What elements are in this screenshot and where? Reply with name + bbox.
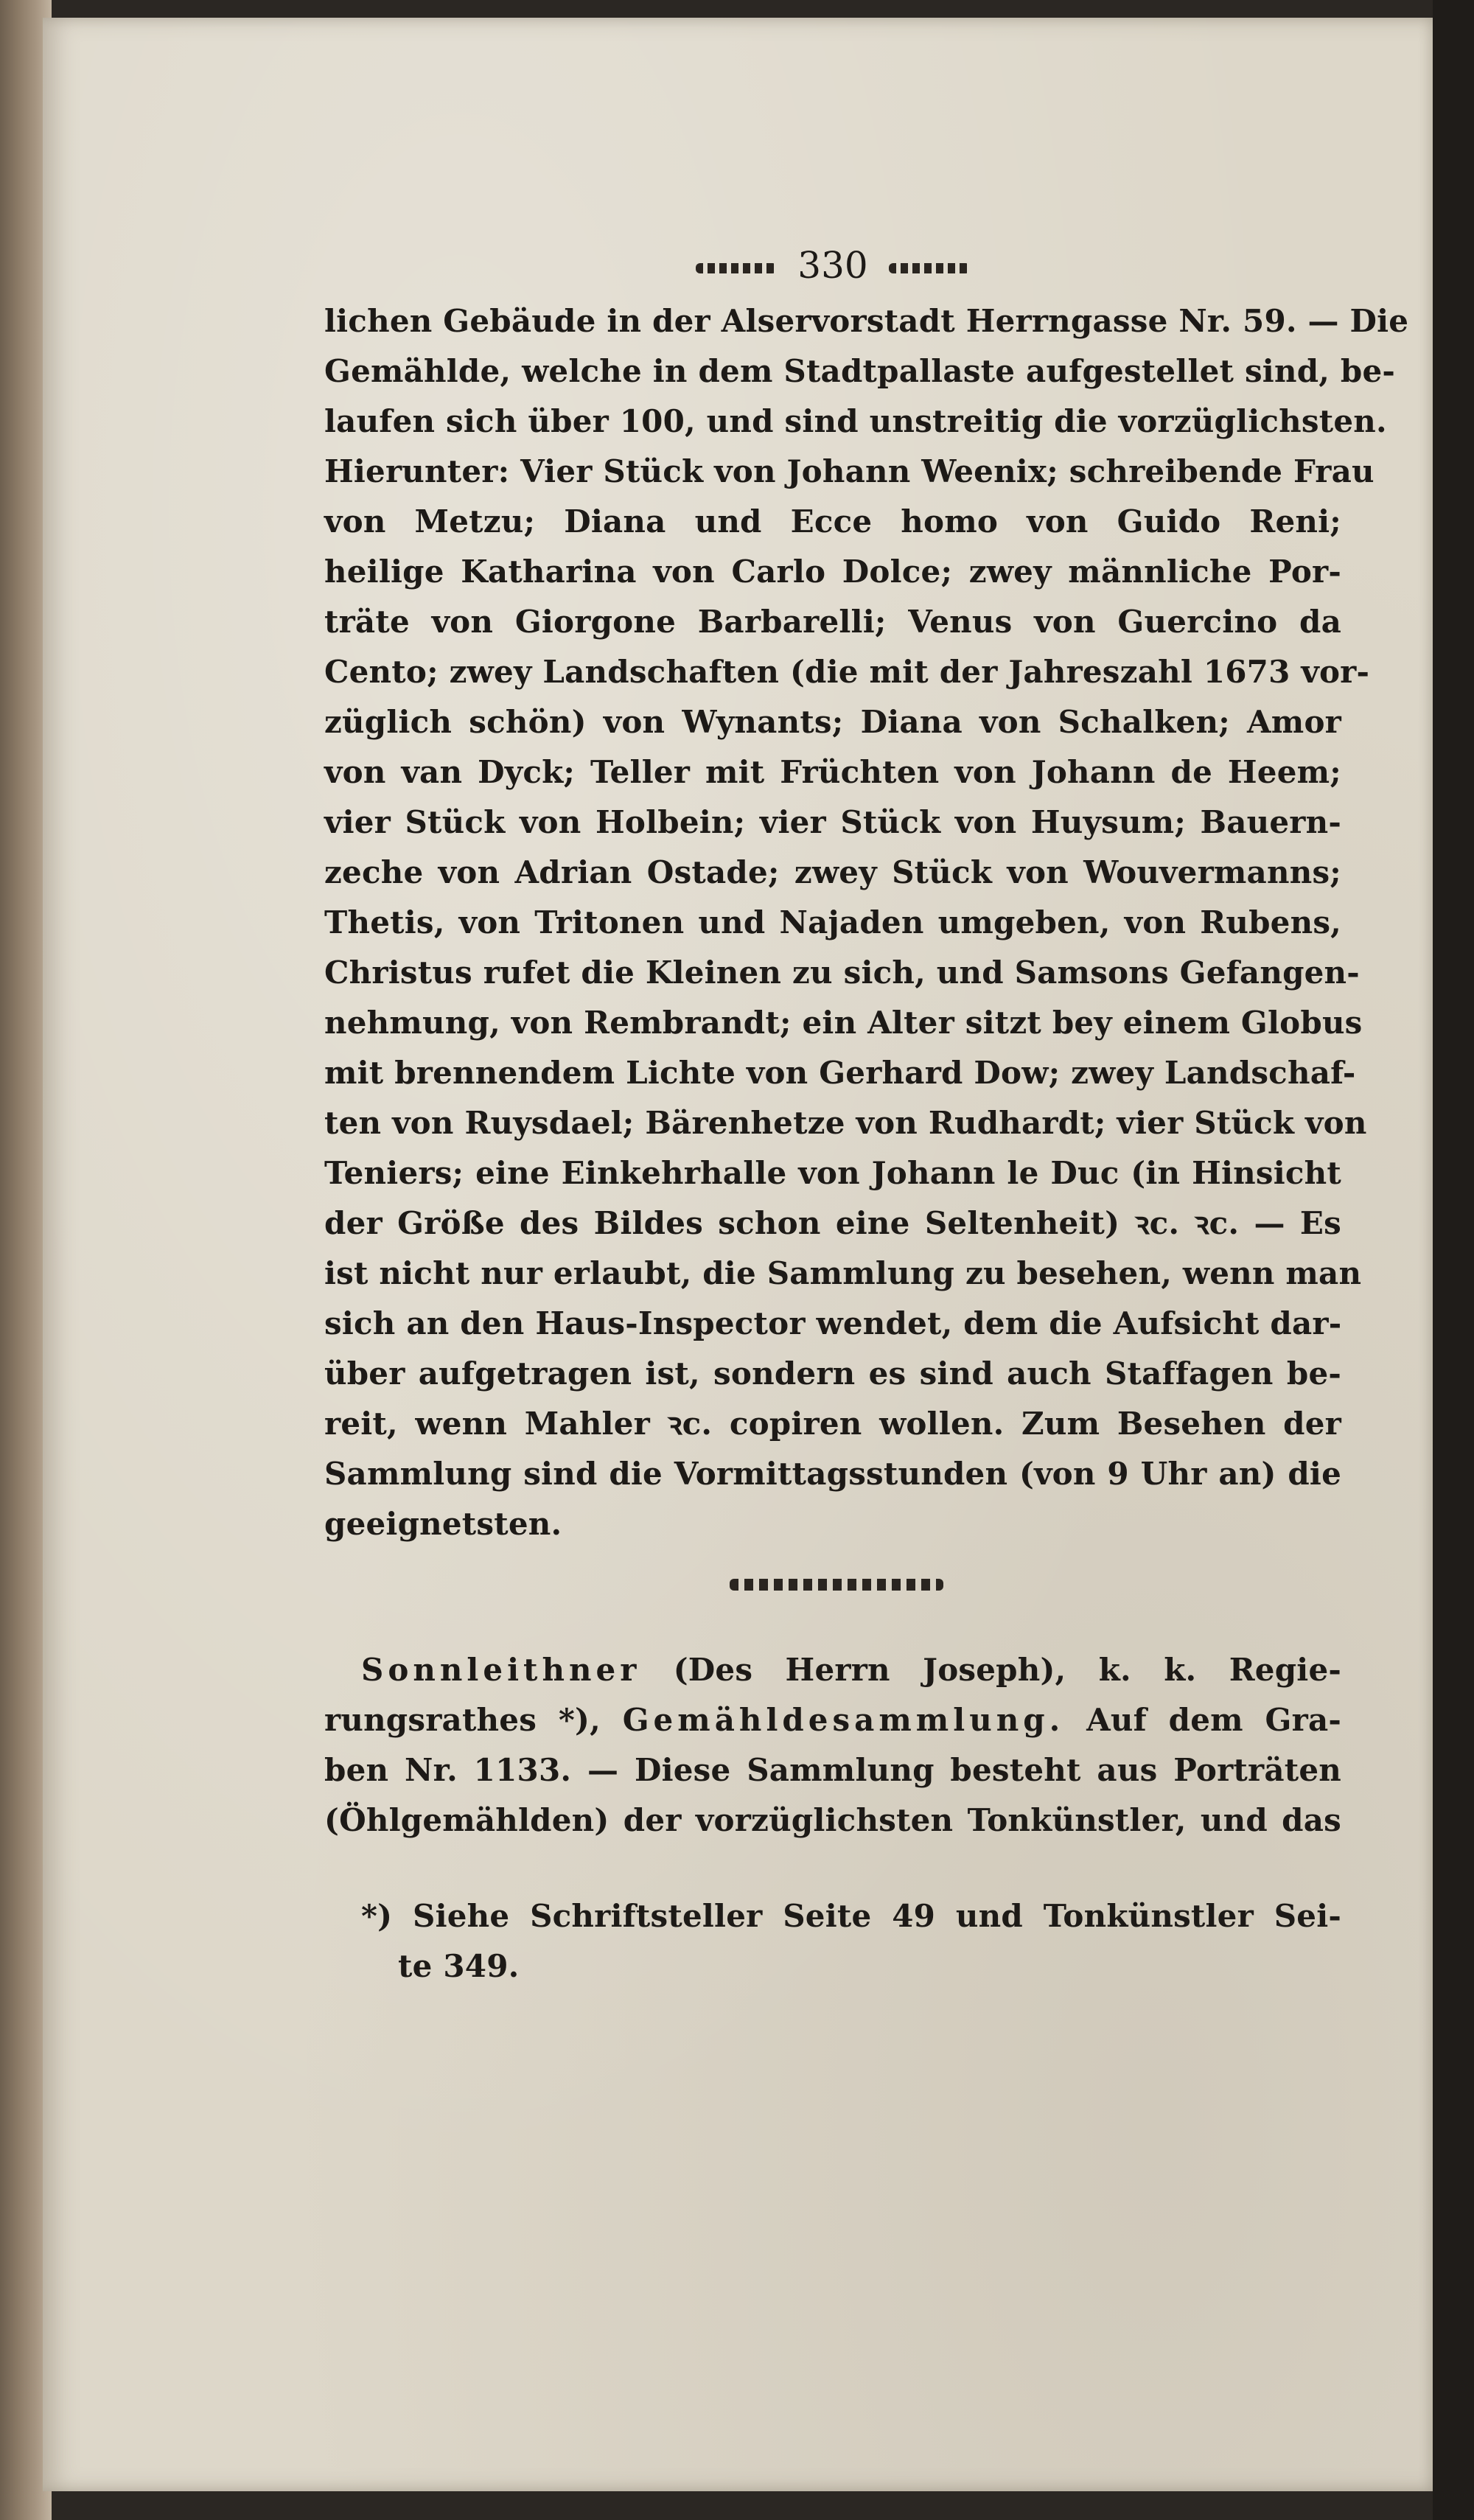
- text-line: heilige Katharina von Carlo Dolce; zwey männliche Por-: [324, 554, 1341, 590]
- text-segment: (Des Herrn Joseph), k. k. Regie-: [640, 1652, 1341, 1688]
- text-line: ben Nr. 1133. — Diese Sammlung besteht aus Porträten: [324, 1752, 1341, 1788]
- running-head: [324, 236, 1341, 295]
- text-line: träte von Giorgone Barbarelli; Venus von Guercino da: [324, 604, 1341, 640]
- text-line: Teniers; eine Einkehrhalle von Johann le Duc (in Hinsicht: [324, 1155, 1341, 1191]
- text-line: ten von Ruysdael; Bärenhetze von Rudhardt; vier Stück von: [324, 1105, 1367, 1141]
- text-line: [324, 1645, 1341, 1695]
- text-line: reit, wenn Mahler ꝛc. copiren wollen. Zum Besehen der: [324, 1406, 1341, 1442]
- paragraph-gallery-description: [324, 296, 1409, 1549]
- text-line: Thetis, von Tritonen und Najaden umgeben, von Rubens,: [324, 904, 1341, 940]
- text-line: laufen sich über 100, und sind unstreitig die vorzüglichsten.: [324, 403, 1387, 439]
- text-line: vier Stück von Holbein; vier Stück von Huysum; Bauern-: [324, 804, 1341, 840]
- text-line: zeche von Adrian Ostade; zwey Stück von Wouvermanns;: [324, 854, 1341, 890]
- footnote-line: *) Siehe Schriftsteller Seite 49 und Tonkünstler Sei-: [361, 1898, 1341, 1934]
- paragraph-sonnleithner-collection: [324, 1645, 1341, 1846]
- text-line: sich an den Haus-Inspector wendet, dem die Aufsicht dar-: [324, 1305, 1342, 1341]
- text-segment: Auf dem Gra-: [1064, 1702, 1341, 1738]
- ornament-right: [889, 263, 970, 273]
- text-line: Christus rufet die Kleinen zu sich, und Samsons Gefangen-: [324, 954, 1360, 991]
- text-line: Sammlung sind die Vormittagsstunden (von 9 Uhr an) die: [324, 1456, 1341, 1492]
- dark-right-margin: [1433, 0, 1474, 2520]
- text-line: von van Dyck; Teller mit Früchten von Johann de Heem;: [324, 754, 1341, 790]
- spaced-title: Gemähldesammlung.: [622, 1702, 1065, 1738]
- section-divider-ornament: [730, 1579, 943, 1591]
- ornament-left: [696, 263, 777, 273]
- spaced-name: Sonnleithner: [361, 1652, 641, 1688]
- text-line: Gemählde, welche in dem Stadtpallaste aufgestellet sind, be-: [324, 353, 1396, 389]
- text-line: nehmung, von Rembrandt; ein Alter sitzt bey einem Globus: [324, 1005, 1363, 1041]
- text-segment: rungsrathes *),: [324, 1702, 623, 1738]
- text-line: über aufgetragen ist, sondern es sind auch Staffagen be-: [324, 1355, 1341, 1392]
- footnote-line: te 349.: [398, 1948, 520, 1984]
- text-line: mit brennendem Lichte von Gerhard Dow; zwey Landschaf-: [324, 1055, 1356, 1091]
- text-line: (Öhlgemählden) der vorzüglichsten Tonkünstler, und das: [324, 1802, 1341, 1838]
- text-line: geeignetsten.: [324, 1506, 562, 1542]
- text-line: ist nicht nur erlaubt, die Sammlung zu besehen, wenn man: [324, 1255, 1362, 1291]
- text-line: züglich schön) von Wynants; Diana von Schalken; Amor: [324, 704, 1341, 740]
- text-line: lichen Gebäude in der Alservorstadt Herrngasse Nr. 59. — Die: [324, 303, 1409, 339]
- text-line: von Metzu; Diana und Ecce homo von Guido Reni;: [324, 503, 1341, 540]
- text-line: Cento; zwey Landschaften (die mit der Jahreszahl 1673 vor-: [324, 654, 1370, 690]
- footnote: [361, 1891, 1341, 1992]
- text-line: der Größe des Bildes schon eine Seltenheit) ꝛc. ꝛc. — Es: [324, 1205, 1341, 1241]
- text-line: Hierunter: Vier Stück von Johann Weenix; schreibende Frau: [324, 453, 1375, 489]
- page-number: 330: [797, 244, 868, 287]
- text-line: [324, 1695, 1341, 1745]
